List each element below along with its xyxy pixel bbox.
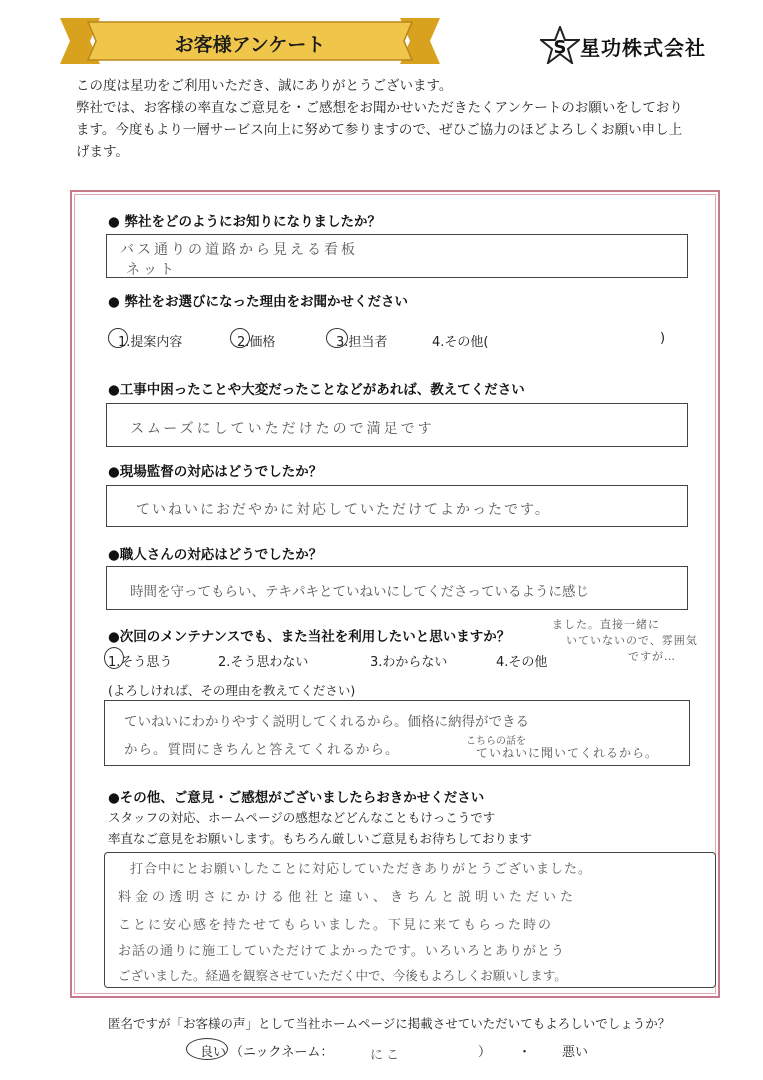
answer-reuse-note1: こちらの話を (466, 736, 526, 747)
option-other: 4.その他( (432, 335, 489, 350)
comment-line: ございました。経過を観察させていただく中で、今後もよろしくお願いします。 (118, 968, 567, 983)
nickname-value: にこ (370, 1048, 403, 1063)
answer-reuse-note2: ていねいに聞いてくれるから。 (476, 746, 659, 760)
comment-line: お話の通りに施工していただけてよかったです。いろいろとありがとう (118, 944, 565, 959)
answer-troubles: スムーズにしていただけたので満足です (130, 421, 435, 437)
page-title: お客様アンケート (174, 34, 326, 56)
option-unknown: 3.わからない (370, 655, 448, 670)
answer-reuse-line2: から。質問にきちんと答えてくれるから。 (124, 742, 400, 758)
question-troubles: ●工事中困ったことや大変だったことなどがあれば、教えてください (108, 382, 525, 398)
option-staff: 3.担当者 (336, 335, 388, 350)
option-other-reuse: 4.その他 (496, 655, 548, 670)
star-logo-icon (540, 26, 580, 64)
logo-letter: S (553, 37, 567, 58)
intro-text (76, 75, 696, 163)
comment-line: 料金の透明さにかける他社と違い、きちんと説明いただいた (118, 890, 578, 905)
answer-craftsmen-overflow2: いていないので、雰囲気 (566, 634, 698, 647)
comments-sub1: スタッフの対応、ホームページの感想などどんなこともけっこうです (108, 810, 496, 825)
comment-line: ことに安心感を持たせてもらいました。下見に来てもらった時の (118, 918, 554, 933)
answer-craftsmen-overflow1: ました。直接一緒に (552, 618, 660, 631)
option-bad: 悪い (562, 1045, 589, 1060)
separator-dot: ・ (518, 1045, 532, 1060)
option-other-close: ) (660, 331, 666, 346)
comments-sub2: 率直なご意見をお願いします。もちろん厳しいご意見もお待ちしております (108, 831, 533, 846)
option-proposal: 1.提案内容 (118, 335, 183, 350)
intro-line: この度は星功をご利用いただき、誠にありがとうございます。 (76, 78, 453, 94)
company-name: 星功株式会社 (580, 36, 706, 60)
question-reason-chosen: ● 弊社をお選びになった理由をお聞かせください (108, 294, 408, 310)
question-craftsmen: ●職人さんの対応はどうでしたか？ (108, 547, 323, 563)
nickname-close: ） (478, 1045, 492, 1060)
publish-question: 匿名ですが「お客様の声」として当社ホームページに掲載させていただいてもよろしいでしょうか？ (108, 1016, 671, 1031)
reason-prompt: (よろしければ、その理由を教えてください) (108, 683, 356, 698)
question-supervisor: ●現場監督の対応はどうでしたか？ (108, 464, 323, 480)
nickname-label: （ニックネーム： (230, 1045, 334, 1060)
question-comments: ●その他、ご意見・ご感想がございましたらおきかせください (108, 790, 485, 806)
answer-supervisor: ていねいにおだやかに対応していただけてよかったです。 (136, 502, 551, 518)
option-no: 2.そう思わない (218, 655, 309, 670)
answer-craftsmen-overflow3: ですが… (628, 650, 676, 663)
option-good: 良い (200, 1045, 227, 1060)
option-yes: 1.そう思う (108, 655, 173, 670)
intro-line: 弊社では、お客様の率直なご意見を・ご感想をお聞かせいただきたくアンケートのお願いをしており (76, 100, 683, 116)
answer-craftsmen: 時間を守ってもらい、テキパキとていねいにしてくださっているように感じ (130, 584, 589, 600)
intro-line: ます。今度もより一層サービス向上に努めて参りますので、ぜひご協力のほどよろしくお願い申し上 (76, 122, 683, 138)
intro-line: げます。 (76, 144, 129, 160)
option-price: 2.価格 (237, 335, 276, 350)
comment-line: 打合中にとお願いしたことに対応していただきありがとうございました。 (130, 862, 593, 877)
answer-how-found-line2: ネット (126, 262, 177, 278)
answer-reuse-line1: ていねいにわかりやすく説明してくれるから。価格に納得ができる (124, 714, 529, 730)
question-how-found: ● 弊社をどのようにお知りになりましたか？ (108, 214, 381, 230)
answer-how-found-line1: バス通りの道路から見える看板 (120, 242, 358, 258)
question-reuse: ●次回のメンテナンスでも、また当社を利用したいと思いますか？ (108, 629, 511, 645)
